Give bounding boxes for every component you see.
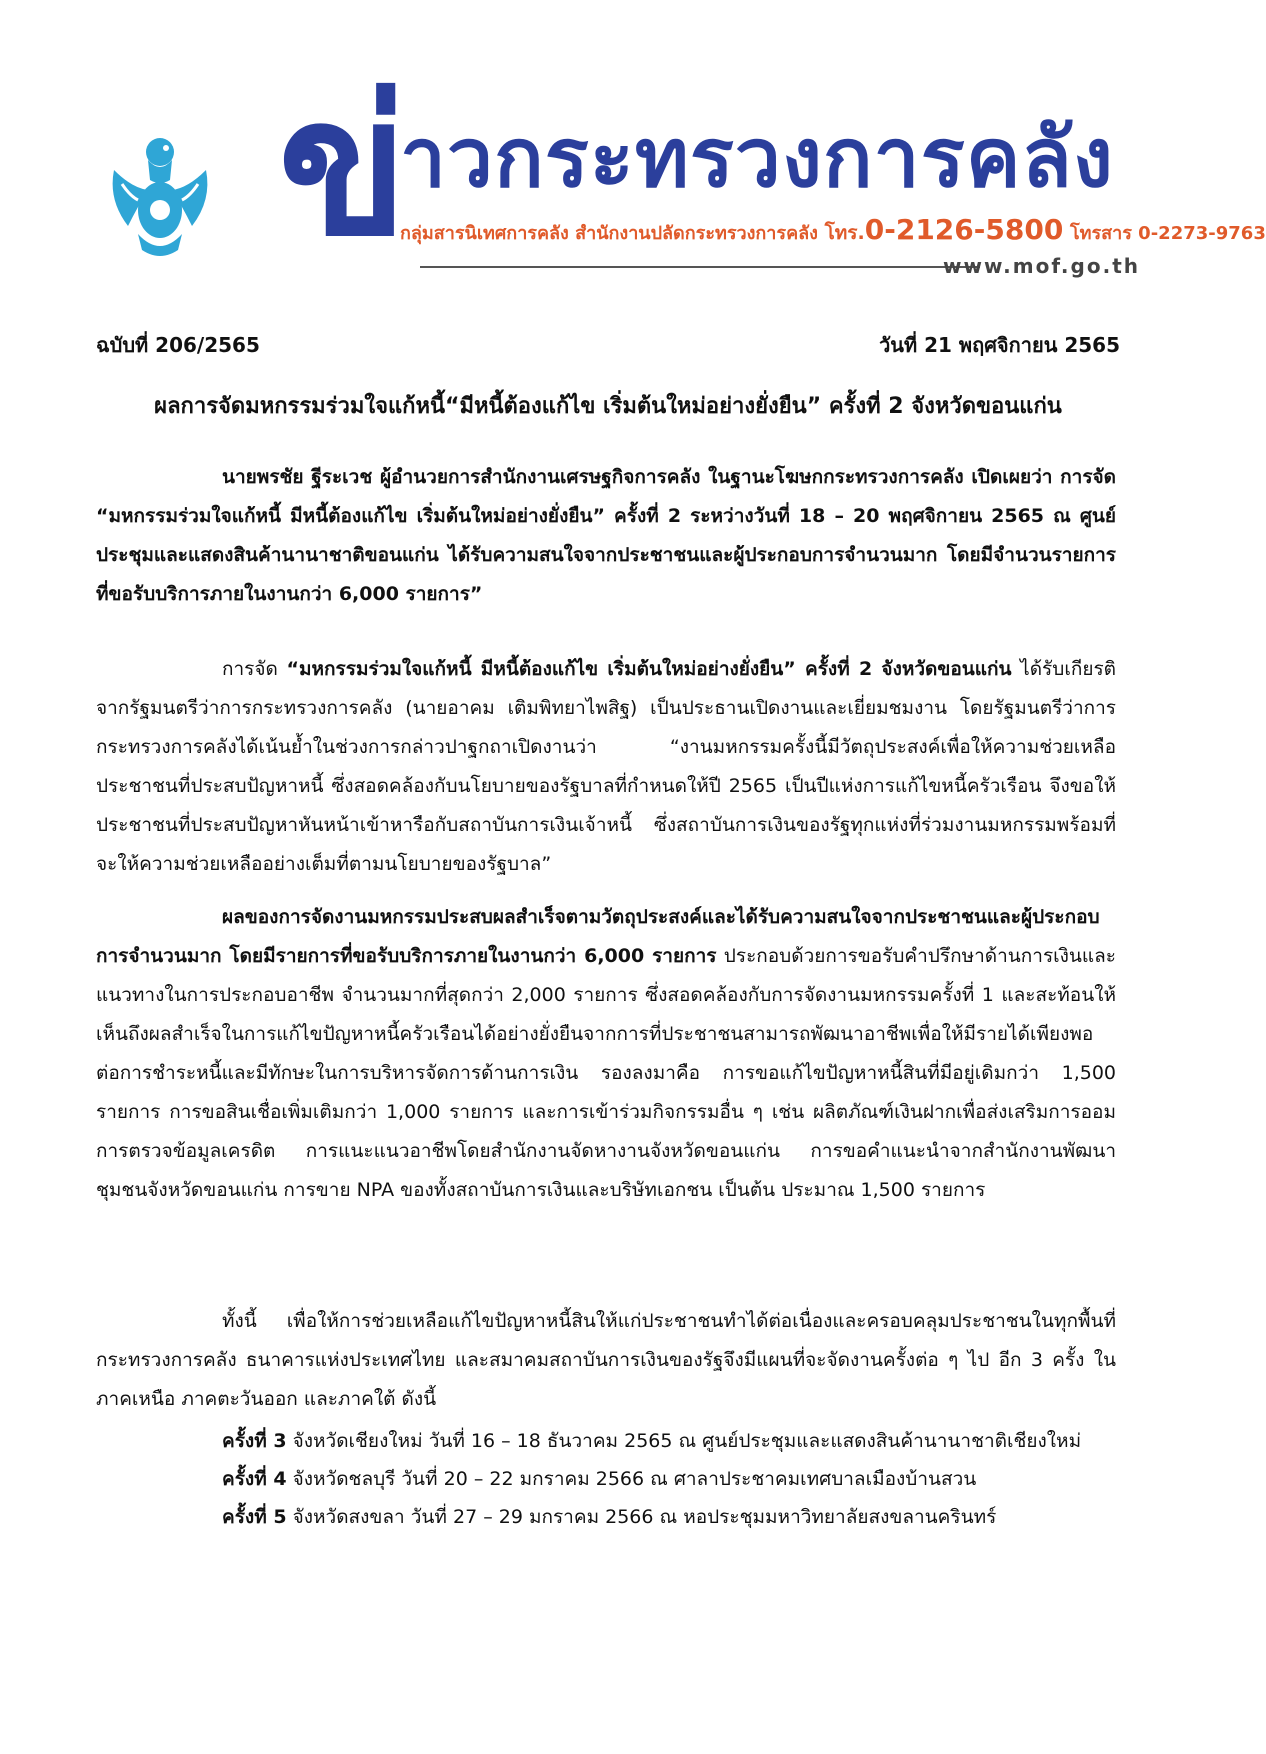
schedule-item-label: ครั้งที่ 3 <box>222 1430 287 1452</box>
tel-number: 0-2126-5800 <box>864 213 1064 246</box>
schedule-item <box>222 1498 1122 1536</box>
issue-date: วันที่ 21 พฤศจิกายน 2565 <box>879 333 1120 357</box>
paragraph-1 <box>96 458 1116 614</box>
schedule-item-label: ครั้งที่ 5 <box>222 1506 287 1528</box>
paragraph-4-text: ทั้งนี้ เพื่อให้การช่วยเหลือแก้ไขปัญหาหนี้สินให้แก่ประชาชนทำได้ต่อเนื่องและครอบคลุมประชาชนในทุกพื้นที่ กระทรวงการคลัง ธนาคารแห่งประเทศไทย และสมาคมสถาบันการเงินของรัฐจึงมีแผนที่จะจัดงานครั้งต่อ ๆ ไป อีก 3 ครั้ง ในภาคเหนือ ภาคตะวันออก และภาคใต้ ดังนี้ <box>96 1310 1116 1410</box>
fax-number: โทรสาร 0-2273-9763 <box>1069 223 1266 244</box>
schedule-list <box>222 1422 1122 1536</box>
schedule-item-label: ครั้งที่ 4 <box>222 1468 287 1490</box>
website-rule <box>420 266 980 268</box>
paragraph-2-event-name: “มหกรรมร่วมใจแก้หนี้ มีหนี้ต้องแก้ไข เริ่มต้นใหม่อย่างยั่งยืน” ครั้งที่ 2 จังหวัดขอนแก่น <box>286 658 1012 680</box>
website-line <box>420 252 1140 280</box>
schedule-item-detail: จังหวัดชลบุรี วันที่ 20 – 22 มกราคม 2566 ณ ศาลาประชาคมเทศบาลเมืองบ้านสวน <box>286 1468 977 1490</box>
schedule-item-detail: จังหวัดสงขลา วันที่ 27 – 29 มกราคม 2566 ณ หอประชุมมหาวิทยาลัยสงขลานครินทร์ <box>286 1506 997 1528</box>
schedule-item-detail: จังหวัดเชียงใหม่ วันที่ 16 – 18 ธันวาคม 2565 ณ ศูนย์ประชุมและแสดงสินค้านานาชาติเชียงใหม่ <box>286 1430 1082 1452</box>
paragraph-2-lead: การจัด <box>222 658 287 680</box>
header-banner <box>80 57 1266 288</box>
website-url[interactable]: www.mof.go.th <box>943 254 1140 278</box>
schedule-item <box>222 1422 1122 1460</box>
paragraph-3-summary: ผลของการจัดงานมหกรรมประสบผลสำเร็จตามวัตถุประสงค์และได้รับความสนใจจากประชาชนและผู้ประกอบการจำนวนมาก โดยมีรายการที่ขอรับบริการภายในงานกว่า 6,000 รายการ <box>96 906 1100 967</box>
paragraph-2-text: ได้รับเกียรติจากรัฐมนตรีว่าการกระทรวงการคลัง (นายอาคม เติมพิทยาไพสิฐ) เป็นประธานเปิดงานและเยี่ยมชมงาน โดยรัฐมนตรีว่าการกระทรวงการคลังได้เน้นย้ำในช่วงการกล่าวปาฐกถาเปิดงานว่า “งานมหกรรมครั้งนี้มีวัตถุประสงค์เพื่อให้ความช่วยเหลือประชาชนที่ประสบปัญหาหนี้ ซึ่งสอดคล้องกับนโยบายของรัฐบาลที่กำหนดให้ปี 2565 เป็นปีแห่งการแก้ไขหนี้ครัวเรือน จึงขอให้ประชาชนที่ประสบปัญหาหันหน้าเข้าหารือกับสถาบันการเงินเจ้าหนี้ ซึ่งสถาบันการเงินของรัฐทุกแห่งที่ร่วมงานมหกรรมพร้อมที่จะให้ความช่วยเหลืออย่างเต็มที่ตามนโยบายของรัฐบาล” <box>96 658 1116 875</box>
masthead-initial: ข่ <box>278 57 408 278</box>
paragraph-3-text: ประกอบด้วยการขอรับคำปรึกษาด้านการเงินและแนวทางในการประกอบอาชีพ จำนวนมากที่สุดกว่า 2,000 รายการ ซึ่งสอดคล้องกับการจัดงานมหกรรมครั้งที่ 1 และสะท้อนให้เห็นถึงผลสำเร็จในการแก้ไขปัญหาหนี้ครัวเรือนได้อย่างยั่งยืนจากการที่ประชาชนสามารถพัฒนาอาชีพเพื่อให้มีรายได้เพียงพอต่อการชำระหนี้และมีทักษะในการบริหารจัดการด้านการเงิน รองลงมาคือ การขอแก้ไขปัญหาหนี้สินที่มีอยู่เดิมกว่า 1,500 รายการ การขอสินเชื่อเพิ่มเติมกว่า 1,000 รายการ และการเข้าร่วมกิจกรรมอื่น ๆ เช่น ผลิตภัณฑ์เงินฝากเพื่อส่งเสริมการออม การตรวจข้อมูลเครดิต การแนะแนวอาชีพโดยสำนักงานจัดหางานจังหวัดขอนแก่น การขอคำแนะนำจากสำนักงานพัฒนาชุมชนจังหวัดขอนแก่น การขาย NPA ของทั้งสถาบันการเงินและบริษัทเอกชน เป็นต้น ประมาณ 1,500 รายการ <box>96 945 1117 1201</box>
contact-line <box>400 212 1266 248</box>
schedule-item <box>222 1460 1122 1498</box>
paragraph-1-text: นายพรชัย ฐีระเวช ผู้อำนวยการสำนักงานเศรษฐกิจการคลัง ในฐานะโฆษกกระทรวงการคลัง เปิดเผยว่า การจัด “มหกรรมร่วมใจแก้หนี้ มีหนี้ต้องแก้ไข เริ่มต้นใหม่อย่างยั่งยืน” ครั้งที่ 2 ระหว่างวันที่ 18 – 20 พฤศจิกายน 2565 ณ ศูนย์ประชุมและแสดงสินค้านานาชาติขอนแก่น ได้รับความสนใจจากประชาชนและผู้ประกอบการจำนวนมาก โดยมีจำนวนรายการที่ขอรับบริการภายในงานกว่า 6,000 รายการ” <box>96 466 1116 605</box>
garuda-emblem-icon <box>108 130 212 260</box>
masthead-title: าวกระทรวงการคลัง <box>400 111 1114 206</box>
headline: ผลการจัดมหกรรมร่วมใจแก้หนี้“มีหนี้ต้องแก้ไข เริ่มต้นใหม่อย่างยั่งยืน” ครั้งที่ 2 จังหวัดขอนแก่น <box>154 394 1062 419</box>
paragraph-4 <box>96 1302 1116 1419</box>
issue-number: ฉบับที่ 206/2565 <box>96 333 260 357</box>
org-name: กลุ่มสารนิเทศการคลัง สำนักงานปลัดกระทรวงการคลัง <box>400 223 818 244</box>
paragraph-3 <box>96 898 1116 1210</box>
tel-label: โทร. <box>824 222 865 244</box>
paragraph-2 <box>96 650 1116 884</box>
